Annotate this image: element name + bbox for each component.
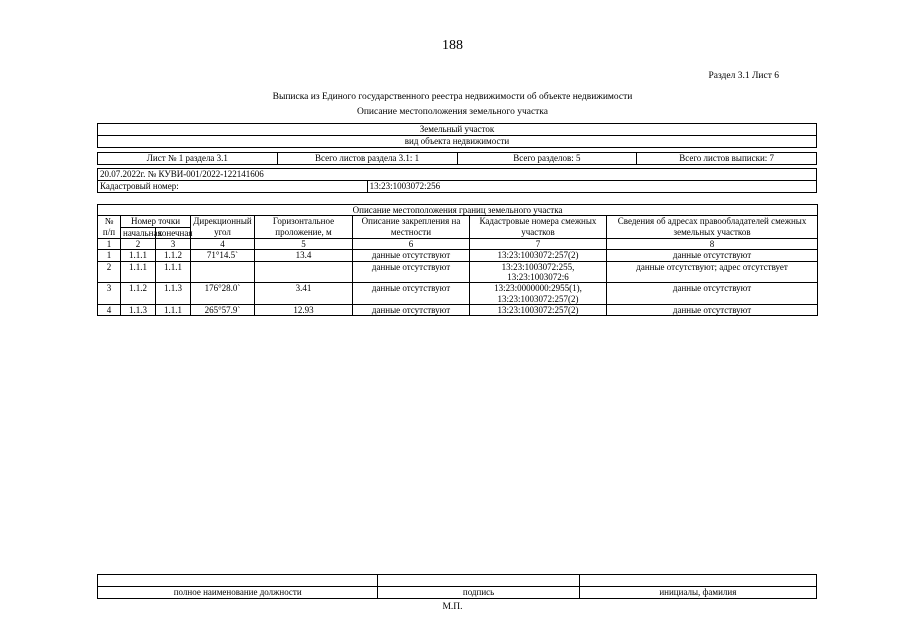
cell-num: 1 (98, 250, 121, 261)
cell-distance: 13.4 (255, 250, 353, 261)
header-num: № п/п (98, 216, 121, 239)
cell-start: 1.1.2 (121, 283, 156, 305)
name-field (579, 575, 816, 587)
object-header-table (97, 123, 817, 165)
stamp-place: М.П. (442, 602, 463, 612)
cell-start: 1.1.3 (121, 305, 156, 316)
position-caption: полное наименование должности (98, 587, 378, 599)
cell-owners: данные отсутствуют (607, 305, 818, 316)
cell-adjacent: 13:23:1003072:257(2) (470, 250, 607, 261)
cell-angle (191, 261, 255, 283)
sheet-info-sections: Всего разделов: 5 (457, 153, 637, 165)
cell-end: 1.1.2 (156, 250, 191, 261)
cell-adjacent: 13:23:0000000:2955(1), 13:23:1003072:257(2) (470, 283, 607, 305)
extract-meta-table (97, 168, 817, 193)
cell-fixing: данные отсутствуют (353, 305, 470, 316)
cell-distance (255, 261, 353, 283)
cell-end: 1.1.1 (156, 261, 191, 283)
cell-owners: данные отсутствуют (607, 283, 818, 305)
cell-num: 3 (98, 283, 121, 305)
header-fixing: Описание закрепления на местности (353, 216, 470, 239)
cell-end: 1.1.3 (156, 283, 191, 305)
col-number: 5 (255, 239, 353, 250)
col-number: 6 (353, 239, 470, 250)
cell-angle: 176°28.0` (191, 283, 255, 305)
cell-num: 4 (98, 305, 121, 316)
col-number: 4 (191, 239, 255, 250)
header-distance: Горизонтальное проложение, м (255, 216, 353, 239)
header-point-number: Номер точки (121, 216, 191, 227)
table-row (98, 283, 818, 305)
cell-owners: данные отсутствуют; адрес отсутствует (607, 261, 818, 283)
boundaries-table (97, 204, 818, 316)
cell-owners: данные отсутствуют (607, 250, 818, 261)
cadastral-number-value: 13:23:1003072:256 (367, 181, 816, 193)
extract-date-number: 20.07.2022г. № КУВИ-001/2022-122141606 (98, 169, 817, 181)
col-number: 7 (470, 239, 607, 250)
header-owners: Сведения об адресах правообладателей смежных земельных участков (607, 216, 818, 239)
header-start-point: начальная (121, 227, 156, 238)
object-type-caption: вид объекта недвижимости (98, 136, 817, 148)
cell-start: 1.1.1 (121, 261, 156, 283)
signature-table (97, 574, 817, 599)
cell-distance: 12.93 (255, 305, 353, 316)
cadastral-number-label: Кадастровый номер: (98, 181, 368, 193)
document-subtitle: Описание местоположения земельного участка (356, 107, 549, 117)
cell-angle: 71°14.5` (191, 250, 255, 261)
boundaries-title: Описание местоположения границ земельного участка (98, 205, 818, 216)
header-angle: Дирекционный угол (191, 216, 255, 239)
col-number: 8 (607, 239, 818, 250)
cell-end: 1.1.1 (156, 305, 191, 316)
signature-caption: подпись (378, 587, 579, 599)
cell-angle: 265°57.9` (191, 305, 255, 316)
cell-fixing: данные отсутствуют (353, 250, 470, 261)
name-caption: инициалы, фамилия (579, 587, 816, 599)
document-title: Выписка из Единого государственного реестра недвижимости об объекте недвижимости (272, 92, 633, 102)
signature-field (378, 575, 579, 587)
table-row (98, 261, 818, 283)
sheet-info-sheet: Лист № 1 раздела 3.1 (98, 153, 278, 165)
sheet-info-extract-total: Всего листов выписки: 7 (637, 153, 817, 165)
col-number: 2 (121, 239, 156, 250)
cell-adjacent: 13:23:1003072:257(2) (470, 305, 607, 316)
page-number: 188 (442, 38, 463, 53)
position-field (98, 575, 378, 587)
table-row (98, 305, 818, 316)
col-number: 3 (156, 239, 191, 250)
object-type: Земельный участок (98, 124, 817, 136)
col-number: 1 (98, 239, 121, 250)
sheet-reference: Раздел 3.1 Лист 6 (708, 71, 779, 81)
cell-num: 2 (98, 261, 121, 283)
sheet-info-section-total: Всего листов раздела 3.1: 1 (277, 153, 457, 165)
cell-distance: 3.41 (255, 283, 353, 305)
cell-fixing: данные отсутствуют (353, 261, 470, 283)
table-row (98, 250, 818, 261)
header-adjacent: Кадастровые номера смежных участков (470, 216, 607, 239)
cell-fixing: данные отсутствуют (353, 283, 470, 305)
cell-start: 1.1.1 (121, 250, 156, 261)
header-end-point: конечная (156, 227, 191, 238)
cell-adjacent: 13:23:1003072:255, 13:23:1003072:6 (470, 261, 607, 283)
